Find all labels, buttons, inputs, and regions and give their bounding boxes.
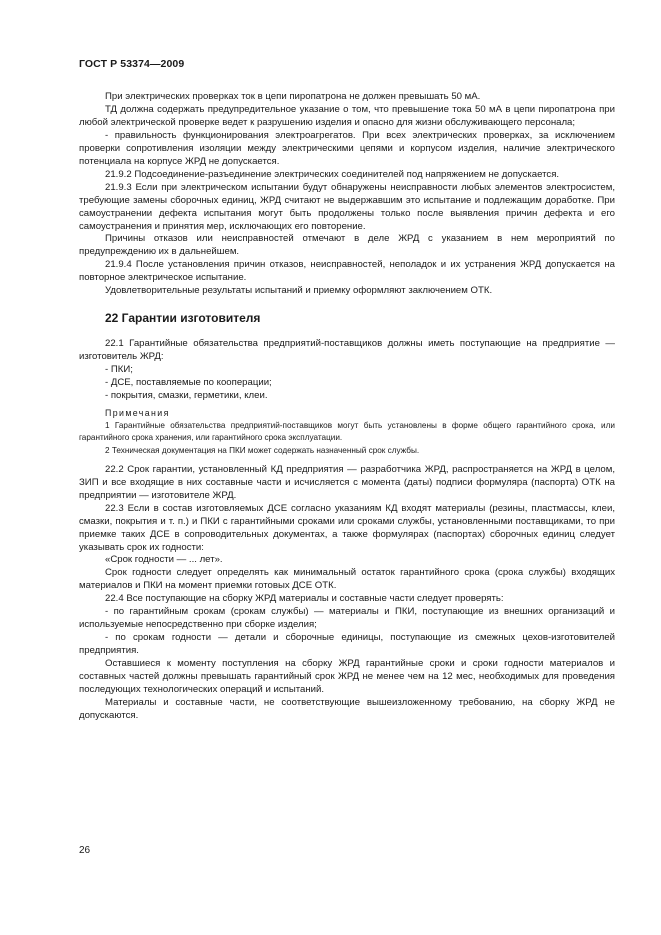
paragraph: Оставшиеся к моменту поступления на сборку ЖРД гарантийные сроки и сроки годности материалов и составных частей должны превышать гарантийный срок ЖРД не менее чем на 12 мес, необходимых для проведения последующих технологических операций и испытаний. <box>79 658 615 696</box>
paragraph: Материалы и составные части, не соответствующие вышеизложенному требованию, на сборку ЖРД не допускаются. <box>79 696 615 721</box>
paragraph: ТД должна содержать предупредительное указание о том, что превышение тока 50 мА в цепи пиропатрона при любой электрической проверке ведет к разрушению изделия и опасно для жизни обслуживающего персонала; <box>79 103 615 128</box>
notes-heading: Примечания <box>105 407 170 418</box>
paragraph: 21.9.3 Если при электрическом испытании будут обнаружены неисправности любых элементов электросистем, требующие замены сборочных единиц, ЖРД считают не выдержавшим это испытание и подлежащим доработке. При самоустранении дефекта испытания могут быть продолжены только после выявления причин дефекта и его самоустранения и принятия мер, исключающих его повторение. <box>79 181 615 232</box>
paragraph: 21.9.4 После установления причин отказов, неисправностей, неполадок и их устранения ЖРД допускается на повторное электрическое испытание. <box>79 259 615 284</box>
paragraph: «Срок годности — ... лет». <box>105 554 223 566</box>
paragraph: - по гарантийным срокам (срокам службы) — материалы и ПКИ, поступающие из внешних организаций и используемые непосредственно при сборке изделия; <box>79 606 615 631</box>
paragraph: 22.4 Все поступающие на сборку ЖРД материалы и составные части следует проверять: <box>105 593 504 605</box>
page-number: 26 <box>79 845 91 856</box>
paragraph: 22.2 Срок гарантии, установленный КД предприятия — разработчика ЖРД, распространяется на ЖРД в целом, ЗИП и все входящие в них составные части и исчисляется с момента (даты) подписи формуляра (паспорта) ОТК на предприятии — изготовителе ЖРД. <box>79 463 615 501</box>
paragraph: При электрических проверках ток в цепи пиропатрона не должен превышать 50 мА. <box>105 91 481 102</box>
paragraph: 22.3 Если в состав изготовляемых ДСЕ согласно указаниям КД входят материалы (резины, пластмассы, клеи, смазки, покрытия и т. п.) и ПКИ с гарантийными сроками или сроками службы, установленными поставщиками, то при приемке таких ДСЕ в сопроводительных документах, а также формулярах (паспортах) сборочных единиц следует указывать срок их годности: <box>79 502 615 553</box>
paragraph: - правильность функционирования электроагрегатов. При всех электрических проверках, за исключением проверки сопротивления изоляции между электрическими цепями и корпусом изделия, наличие электрического потенциала на корпусе ЖРД не допускается. <box>79 129 615 167</box>
note: 2 Техническая документация на ПКИ может содержать назначенный срок службы. <box>105 445 420 455</box>
list-item: - покрытия, смазки, герметики, клеи. <box>105 390 268 402</box>
paragraph: Срок годности следует определять как минимальный остаток гарантийного срока (срока службы) входящих материалов и ПКИ на момент приемки готовых ДСЕ ОТК. <box>79 567 615 592</box>
section-title: 22 Гарантии изготовителя <box>105 311 261 326</box>
note: 1 Гарантийные обязательства предприятий-поставщиков могут быть установлены в форме общего гарантийного срока, или гарантийного срока хранения, или гарантийного срока эксплуатации. <box>79 420 615 443</box>
paragraph: Удовлетворительные результаты испытаний и приемку оформляют заключением ОТК. <box>105 285 493 297</box>
paragraph: 22.1 Гарантийные обязательства предприятий-поставщиков должны иметь поступающие на предприятие — изготовитель ЖРД: <box>79 338 615 363</box>
paragraph: 21.9.2 Подсоединение-разъединение электрических соединителей под напряжением не допускается. <box>105 168 560 180</box>
paragraph: - по срокам годности — детали и сборочные единицы, поступающие из смежных цехов-изготовителей предприятия. <box>79 632 615 657</box>
document-body <box>79 91 615 723</box>
list-item: - ПКИ; <box>105 364 133 376</box>
list-item: - ДСЕ, поставляемые по кооперации; <box>105 377 272 389</box>
document-header: ГОСТ Р 53374—2009 <box>79 58 185 70</box>
paragraph: Причины отказов или неисправностей отмечают в деле ЖРД с указанием в нем мероприятий по предупреждению их в дальнейшем. <box>79 233 615 258</box>
